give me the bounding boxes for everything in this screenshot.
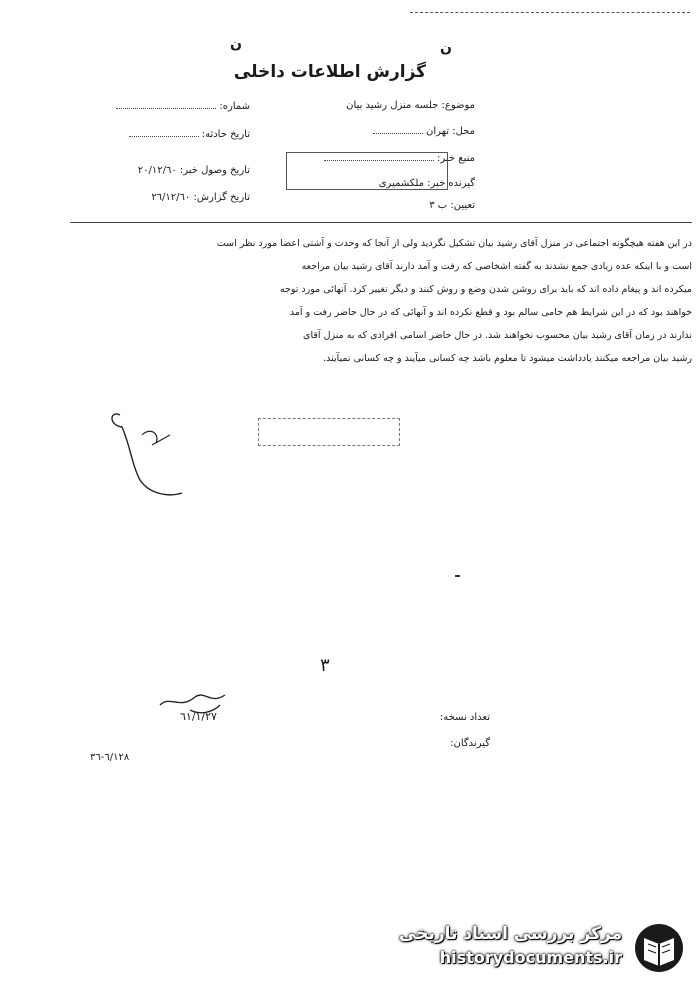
report-date-field <box>90 192 250 203</box>
evaluation-label: تعیین: ب ٣ <box>429 200 475 211</box>
source-box <box>286 152 448 190</box>
event-date-label: تاریخ حادثه: <box>201 129 250 140</box>
book-logo-icon <box>630 922 688 974</box>
header-mark-left: ن <box>230 36 242 52</box>
recipients-label: گیرندگان: <box>450 738 490 749</box>
number-field <box>90 100 250 112</box>
copies-field <box>440 712 490 723</box>
body-separator-line <box>70 222 692 223</box>
number-dots <box>116 100 216 109</box>
watermark-url: historydocuments.ir <box>439 948 622 967</box>
reference-number: ٦/١٢٨-٣٦ <box>90 752 130 763</box>
small-dot-mark <box>455 575 460 577</box>
body-line: رشید بیان مراجعه میکنند یادداشت میشود تا معلوم باشد چه کسانی میآیند و چه کسانی نمیآیند. <box>323 353 692 364</box>
handwritten-date: ٦١/١/٢٧ <box>180 710 217 723</box>
evaluation-field <box>429 200 475 211</box>
handwritten-number: ٣ <box>320 655 330 676</box>
top-dashed-line <box>410 12 690 13</box>
report-date-label: تاریخ گزارش: ٢٦/١٢/٦٠ <box>151 192 250 203</box>
body-line: است و با اینکه عده زیادی جمع نشدند به گفته اشخاصی که رفت و آمد دارند آقای رشید بیان مراجعه <box>301 261 692 272</box>
report-body <box>82 232 692 370</box>
signature-scribble <box>100 405 200 505</box>
handwritten-signature <box>150 675 260 735</box>
stamp-mark <box>258 418 400 446</box>
place-label: محل: تهران <box>426 126 475 137</box>
subject-field <box>346 100 475 111</box>
number-label: شماره: <box>219 101 250 112</box>
place-dots <box>373 125 423 134</box>
place-field <box>373 125 475 137</box>
event-date-field <box>90 128 250 140</box>
header-mark-right: ن <box>440 40 452 56</box>
watermark-org-name: مرکز بررسی اسناد تاریخی <box>399 924 622 944</box>
recipients-field <box>450 738 490 749</box>
body-line: ندارند در زمان آقای رشید بیان محسوب نخواهند شد. در حال حاضر اسامی افرادی که به منزل آقای <box>303 330 692 341</box>
body-line: در این هفته هیچگونه اجتماعی در منزل آقای رشید بیان تشکیل نگردید ولی از آنجا که وحدت و آشتی اعضا مورد نظر است <box>216 238 692 249</box>
receipt-date-field <box>90 165 250 176</box>
source-label: منبع خبر: <box>437 153 475 164</box>
watermark <box>399 918 692 978</box>
receipt-date-label: تاریخ وصول خبر: ٢٠/١٢/٦٠ <box>137 165 250 176</box>
event-date-dots <box>129 128 199 137</box>
copies-label: تعداد نسخه: <box>439 712 490 723</box>
body-line: میکرده اند و پیغام داده اند که باید برای روشن شدن وضع و روش کنند و دیگر تغییر کرد. آنهائی مورد توجه <box>279 284 692 295</box>
document-title: گزارش اطلاعات داخلی <box>233 62 427 82</box>
body-line: خواهند بود که در این شرایط هم حامی سالم بود و قطع نکرده اند و آنهائی که در حال حاضر رفت و آمد <box>289 307 692 318</box>
subject-label: موضوع: جلسه منزل رشید بیان <box>346 100 475 111</box>
receiver-label: گیرنده خبر: ملکشمیری <box>378 178 475 189</box>
